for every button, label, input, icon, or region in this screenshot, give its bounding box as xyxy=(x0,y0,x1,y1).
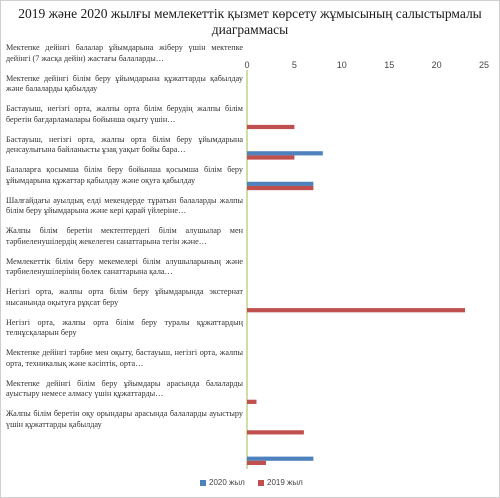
bar-2019-жыл xyxy=(247,186,313,190)
bar-2020-жыл xyxy=(247,151,323,155)
category-label: Мемлекеттік білім беру мекемелері білім алушыларының және тәрбиеленушілерінің бөлек санаттарына қала… xyxy=(6,256,243,277)
category-label: Негізгі орта, жалпы орта білім беру ұйымдарында экстернат нысанында оқытуға рұқсат беру xyxy=(6,287,243,307)
x-tick-label: 0 xyxy=(244,60,250,70)
bar-2019-жыл xyxy=(247,155,294,159)
chart-title: 2019 және 2020 жылғы мемлекеттік қызмет көрсету жұмысының салыстырмалы диаграммасы xyxy=(18,6,482,37)
bar-2019-жыл xyxy=(247,400,256,404)
category-label: Бастауыш, негізгі орта, жалпы орта білім беру ұйымдарына денсаулығына байланысты ұзақ уақыт бойы бара… xyxy=(6,134,243,155)
category-label: Мектепке дейінгі білім беру ұйымдарына құжаттарды қабылдау және балаларды қабылдау xyxy=(6,73,243,94)
x-tick-label: 20 xyxy=(431,60,442,70)
bar-2020-жыл xyxy=(247,457,313,461)
category-label: Мектепке дейінгі балалар ұйымдарына жіберу үшін мектепке дейінгі (7 жасқа дейін) жастағы балаларды… xyxy=(6,43,243,63)
category-label: Балаларға қосымша білім беру бойынша қосымша білім беру ұйымдарына құжаттар қабылдау және оқуға қабылдау xyxy=(6,165,243,185)
legend-swatch-2019 xyxy=(258,480,264,486)
x-tick-label: 25 xyxy=(478,60,490,70)
category-label: Мектепке дейінгі тәрбие мен оқыту, бастауыш, негізгі орта, жалпы орта, техникалық және кәсіптік, орта… xyxy=(6,348,243,368)
category-label: Мектепке дейінгі білім беру ұйымдары арасында балаларды ауыстыру немесе алмасу үшін құжаттарды… xyxy=(6,378,243,399)
bar-2019-жыл xyxy=(247,430,304,434)
x-tick-label: 5 xyxy=(291,60,297,70)
category-label: Негізгі орта, жалпы орта білім беру туралы құжаттардың телнұсқаларын беру xyxy=(6,317,243,338)
x-tick-label: 10 xyxy=(336,60,347,70)
legend-item-2020 xyxy=(200,478,245,487)
legend-label-2019: 2019 жыл xyxy=(267,478,303,487)
category-label: Бастауыш, негізгі орта, жалпы орта білім берудің жалпы білім беретін бағдарламалары бойынша оқыту үшін… xyxy=(6,104,243,124)
bar-2019-жыл xyxy=(247,308,465,312)
legend-label-2020: 2020 жыл xyxy=(209,478,245,487)
x-tick-label: 15 xyxy=(384,60,395,70)
category-label: Жалпы білім беретін оқу орындары арасында балаларды ауыстыру үшін құжаттарды қабылдау xyxy=(6,409,243,429)
legend-swatch-2020 xyxy=(200,480,206,486)
bar-2020-жыл xyxy=(247,182,313,186)
category-label: Жалпы білім беретін мектептердегі білім алушылар мен тәрбиеленушілердің жекелеген санаттарына тегін және… xyxy=(6,226,243,246)
legend-item-2019 xyxy=(258,478,303,487)
bar-2019-жыл xyxy=(247,461,266,465)
bar-2019-жыл xyxy=(247,125,294,129)
category-label: Шалғайдағы ауылдық елді мекендерде тұратын балаларды жалпы білім беру ұйымдарына және кері қарай үйлеріне… xyxy=(6,195,243,216)
